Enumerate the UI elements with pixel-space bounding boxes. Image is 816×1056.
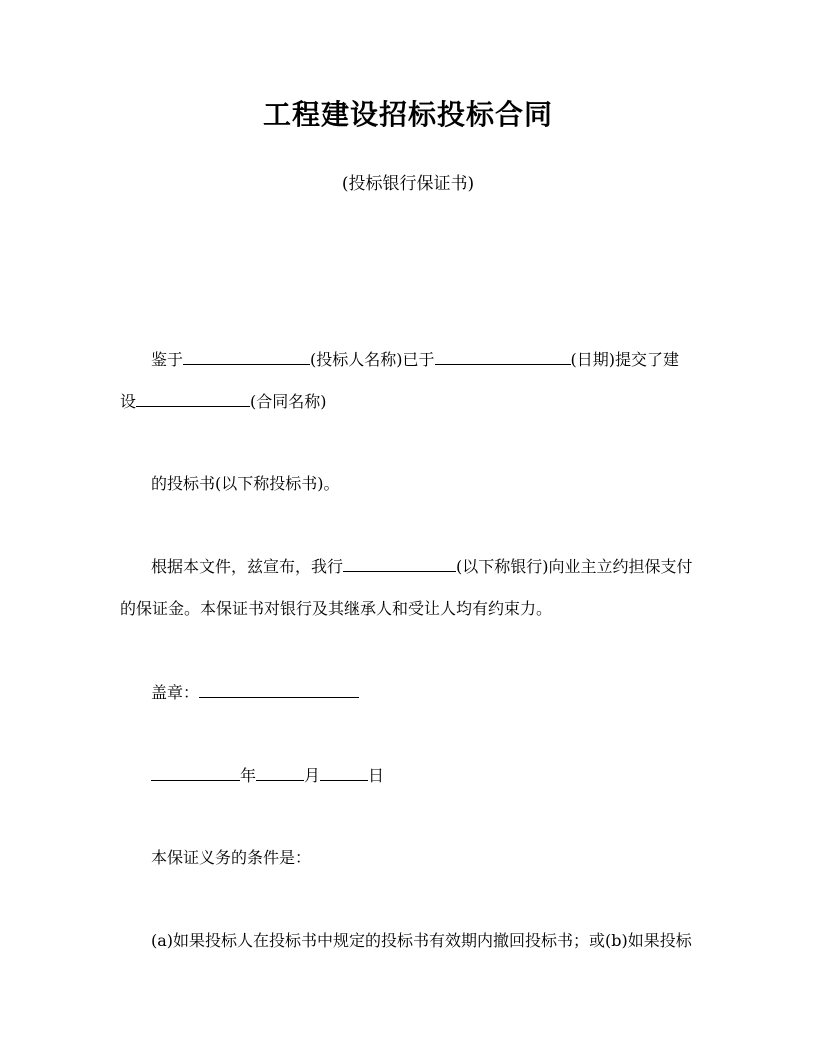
day-blank	[320, 763, 368, 781]
contract-name-blank	[136, 389, 250, 407]
contract-name-label: (合同名称)	[250, 392, 327, 411]
document-subtitle: (投标银行保证书)	[341, 174, 475, 194]
document-title: 工程建设招标投标合同	[262, 98, 553, 131]
paragraph-condition-a: (a)如果投标人在投标书中规定的投标书有效期内撤回投标书；或(b)如果投标	[151, 931, 692, 950]
declaration-suffix: (以下称银行)向业主立约担保支付	[456, 557, 693, 576]
month-blank	[256, 763, 304, 781]
declaration-prefix: 根据本文件，兹宣布，我行	[151, 557, 344, 576]
paragraph-bid-document: 的投标书(以下称投标书)。	[151, 474, 340, 493]
bidder-name-label: (投标人名称)已于	[310, 350, 435, 369]
date-blank	[435, 347, 571, 365]
year-label: 年	[240, 766, 257, 785]
paragraph-whereas-line2	[120, 389, 327, 414]
paragraph-whereas	[151, 347, 679, 372]
day-label: 日	[368, 766, 385, 785]
date-label: (日期)提交了建	[570, 350, 680, 369]
paragraph-declaration	[151, 554, 693, 579]
bidder-name-blank	[183, 347, 310, 365]
month-label: 月	[304, 766, 321, 785]
construction-prefix: 设	[120, 392, 137, 411]
paragraph-seal	[151, 680, 359, 705]
bank-name-blank	[343, 554, 456, 572]
paragraph-date	[151, 763, 384, 788]
whereas-prefix: 鉴于	[151, 350, 184, 369]
seal-label: 盖章：	[151, 683, 200, 702]
year-blank	[151, 763, 240, 781]
paragraph-conditions: 本保证义务的条件是：	[151, 848, 312, 867]
seal-blank	[199, 680, 359, 698]
paragraph-declaration-line2: 的保证金。本保证书对银行及其继承人和受让人均有约束力。	[120, 599, 553, 618]
